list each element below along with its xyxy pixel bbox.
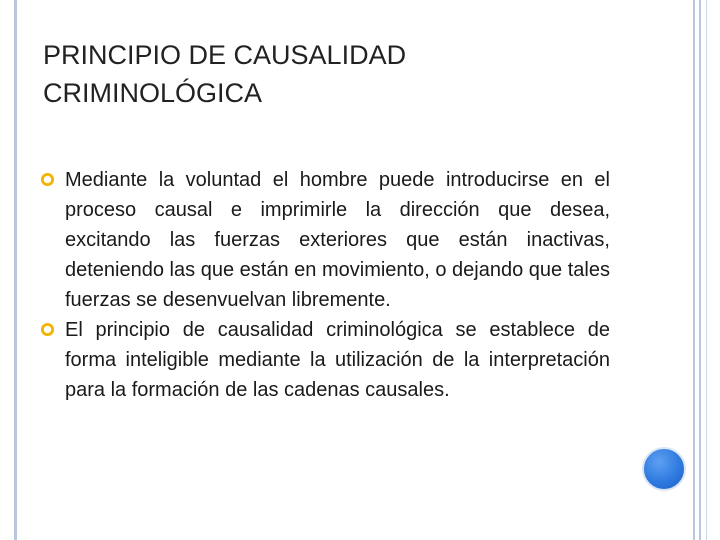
- bullet-list: [40, 165, 610, 405]
- slide-title: PRINCIPIO DE CAUSALIDAD CRIMINOLÓGICA: [43, 40, 407, 108]
- bullet-text: Mediante la voluntad el hombre puede introducirse en el proceso causal e imprimirle la dirección que desea, excitando las fuerzas exteriores que están inactivas, deteniendo las que están en movimiento, o dejando que tales fuerzas se desenvuelvan libremente.: [65, 169, 610, 311]
- circle-bullet-icon: [40, 322, 55, 337]
- bullet-text: El principio de causalidad criminológica se establece de forma inteligible mediante la utilización de la interpretación para la formación de las cadenas causales.: [65, 319, 610, 401]
- right-border-rule: [693, 0, 695, 540]
- circle-bullet-icon: [40, 172, 55, 187]
- bullet-item: [40, 165, 610, 315]
- right-border-rule: [699, 0, 701, 540]
- bullet-item: [40, 315, 610, 405]
- right-border-rule: [706, 0, 707, 540]
- left-border-rule: [14, 0, 17, 540]
- decorative-blue-circle: [642, 447, 686, 491]
